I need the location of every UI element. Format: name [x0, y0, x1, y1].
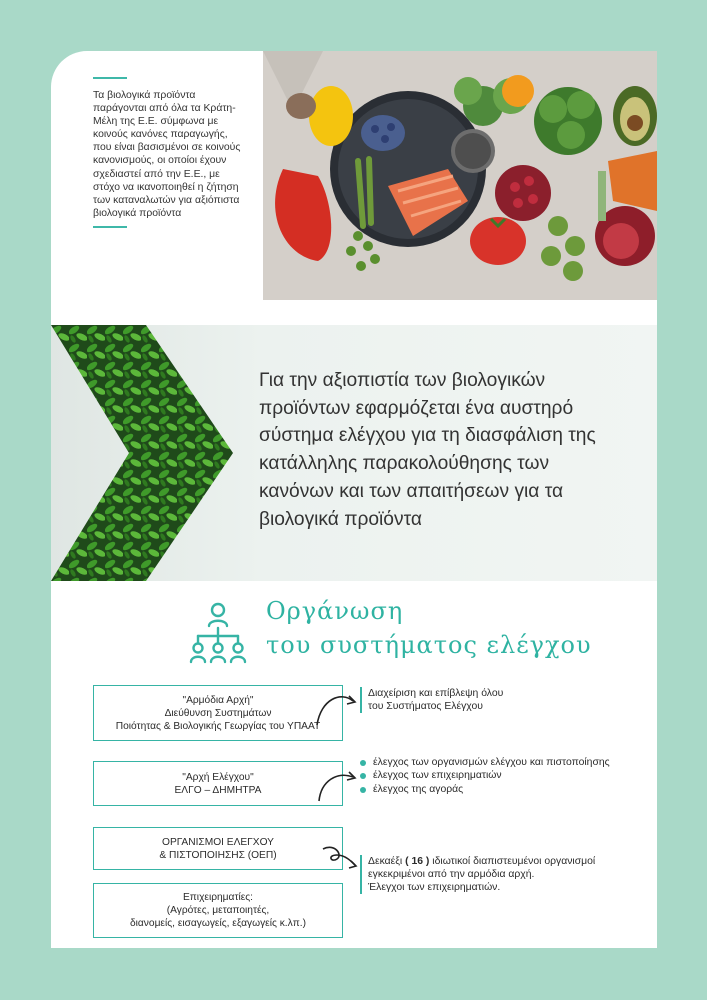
- section-title: [266, 594, 592, 662]
- bodies-note-line2: εγκεκριμένοι από την αρμόδια αρχή.: [368, 869, 535, 880]
- authority-line: "Αρμόδια Αρχή": [182, 694, 254, 706]
- list-item: έλεγχος της αγοράς: [360, 783, 610, 796]
- control-authority-line: "Αρχή Ελέγχου": [182, 771, 254, 783]
- curved-arrow-icon: [313, 685, 361, 733]
- authority-line: Διεύθυνση Συστημάτων: [164, 707, 272, 719]
- bottom-rule: [93, 226, 127, 228]
- control-bodies-line: ΟΡΓΑΝΙΣΜΟΙ ΕΛΕΓΧΟΥ: [162, 836, 274, 848]
- operators-line: (Αγρότες, μεταποιητές,: [166, 905, 270, 916]
- section-title-line2: του συστήματος ελέγχου: [266, 631, 592, 659]
- authority-note: [360, 687, 503, 713]
- food-photo: [263, 51, 657, 300]
- list-item: έλεγχος των επιχειρηματιών: [360, 769, 610, 782]
- quote-text: Για την αξιοπιστία των βιολογικών προϊόντων εφαρμόζεται ένα αυστηρό σύστημα ελέγχου για τη διασφάλιση της κατάλληλης παρακολούθησης των κανόνων και των απαιτήσεων για τα βιολογικά προϊόντα: [259, 370, 596, 530]
- operators-line: Επιχειρηματίες:: [182, 892, 254, 903]
- authority-note-line: Διαχείριση και επίβλεψη όλου: [368, 688, 504, 699]
- bodies-note-line3: Έλεγχοι των επιχειρηματιών.: [368, 882, 501, 893]
- list-item: έλεγχος των οργανισμών ελέγχου και πιστοποίησης: [360, 756, 610, 769]
- bodies-note-line1: [368, 855, 657, 868]
- authority-box: [93, 685, 343, 741]
- top-rule: [93, 77, 127, 79]
- curved-arrow-icon: [313, 761, 361, 807]
- control-authority-box: [93, 761, 343, 806]
- bodies-rest: ιδιωτικοί διαπιστευμένοι οργανισμοί: [432, 856, 596, 867]
- operators-line: διανομείς, εισαγωγείς, εξαγωγείς κ.λπ.): [129, 918, 306, 929]
- intro-text: Τα βιολογικά προϊόντα παράγονται από όλα τα Κράτη-Μέλη της Ε.Ε. σύμφωνα με κοινούς κανόνες παραγωγής, που είναι βασισμένοι σε κοινούς κανονισμούς, οι οποίοι έχουν σχεδιαστεί από την Ε.Ε., με στόχο να ικανοποιηθεί η ζήτηση των καταναλωτών για αξιόπιστα βιολογικά προϊόντα: [93, 90, 241, 219]
- org-chart-icon: [188, 602, 248, 666]
- authority-note-line: του Συστήματος Ελέγχου: [368, 701, 483, 712]
- section-title-line1: Οργάνωση: [266, 597, 404, 625]
- intro-block: [93, 77, 245, 228]
- bodies-count: ( 16 ): [405, 856, 430, 867]
- control-bullets: [360, 756, 610, 796]
- leaf-chevron-graphic: [51, 325, 251, 581]
- food-illustration: [263, 51, 657, 300]
- control-authority-line: ΕΛΓΟ – ΔΗΜΗΤΡΑ: [174, 784, 262, 796]
- control-bodies-box: [93, 827, 343, 870]
- control-bodies-line: & ΠΙΣΤΟΠΟΙΗΣΗΣ (ΟΕΠ): [159, 849, 277, 861]
- curved-arrow-icon: [313, 841, 361, 877]
- operators-box: [93, 883, 343, 938]
- page: [51, 51, 657, 948]
- bodies-note: [360, 855, 657, 894]
- quote-band: [51, 325, 657, 581]
- bodies-word: Δεκαέξι: [368, 856, 403, 867]
- authority-line: Ποιότητας & Βιολογικής Γεωργίας του ΥΠΑΑΤ: [115, 720, 321, 732]
